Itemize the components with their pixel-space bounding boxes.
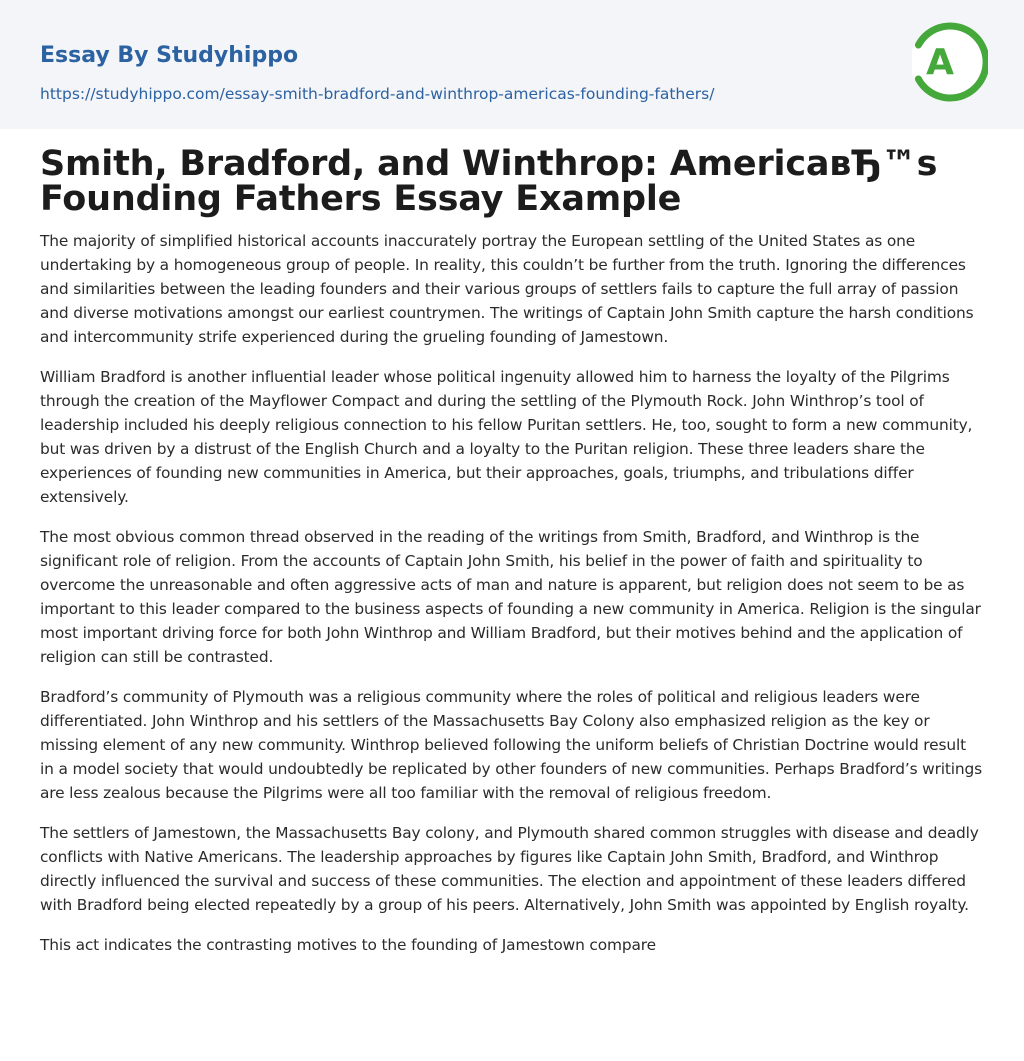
article: [0, 144, 1024, 957]
logo-letter: A: [926, 42, 954, 83]
paragraph: Bradford’s community of Plymouth was a religious community where the roles of political and religious leaders were differentiated. John Winthrop and his settlers of the Massachusetts Bay Colony also emphasized religion as the key or missing element of any new community. Winthrop believed following the uniform beliefs of Christian Doctrine would result in a model society that would undoubtedly be replicated by other founders of new communities. Perhaps Bradford’s writings are less zealous because the Pilgrims were all too familiar with the removal of religious freedom.: [40, 688, 983, 802]
paragraph: The settlers of Jamestown, the Massachusetts Bay colony, and Plymouth shared common struggles with disease and deadly conflicts with Native Americans. The leadership approaches by figures like Captain John Smith, Bradford, and Winthrop directly influenced the survival and success of these communities. The election and appointment of these leaders differed with Bradford being elected repeatedly by a group of his peers. Alternatively, John Smith was appointed by English royalty.: [40, 824, 979, 914]
paragraph: The majority of simplified historical accounts inaccurately portray the European settling of the United States as one undertaking by a homogeneous group of people. In reality, this couldn’t be further from the truth. Ignoring the differences and similarities between the leading founders and their various groups of settlers fails to capture the full array of passion and diverse motivations amongst our earliest countrymen. The writings of Captain John Smith capture the harsh conditions and intercommunity strife experienced during the grueling founding of Jamestown.: [40, 232, 974, 346]
site-header: [0, 0, 1024, 129]
brand-name[interactable]: Essay By Studyhippo: [40, 43, 299, 68]
paragraph: This act indicates the contrasting motives to the founding of Jamestown compare: [40, 936, 656, 954]
essay-body: [40, 229, 984, 957]
paragraph: The most obvious common thread observed in the reading of the writings from Smith, Bradford, and Winthrop is the significant role of religion. From the accounts of Captain John Smith, his belief in the power of faith and spirituality to overcome the unreasonable and often aggressive acts of man and nature is apparent, but religion does not seem to be as important to this leader compared to the business aspects of founding a new community in America. Religion is the singular most important driving force for both John Winthrop and William Bradford, but their motives behind and the application of religion can still be contrasted.: [40, 528, 981, 666]
essay-title: Smith, Bradford, and Winthrop: AmericaвЂ™s Founding Fathers Essay Example: [40, 144, 938, 219]
studyhippo-logo-icon[interactable]: [912, 18, 988, 106]
paragraph: William Bradford is another influential leader whose political ingenuity allowed him to harness the loyalty of the Pilgrims through the creation of the Mayflower Compact and during the settling of the Plymouth Rock. John Winthrop’s tool of leadership included his deeply religious connection to his fellow Puritan settlers. He, too, sought to form a new community, but was driven by a distrust of the English Church and a loyalty to the Puritan religion. These three leaders share the experiences of founding new communities in America, but their approaches, goals, triumphs, and tribulations differ extensively.: [40, 368, 973, 506]
essay-url-link[interactable]: https://studyhippo.com/essay-smith-bradford-and-winthrop-americas-founding-fathers/: [40, 85, 715, 103]
